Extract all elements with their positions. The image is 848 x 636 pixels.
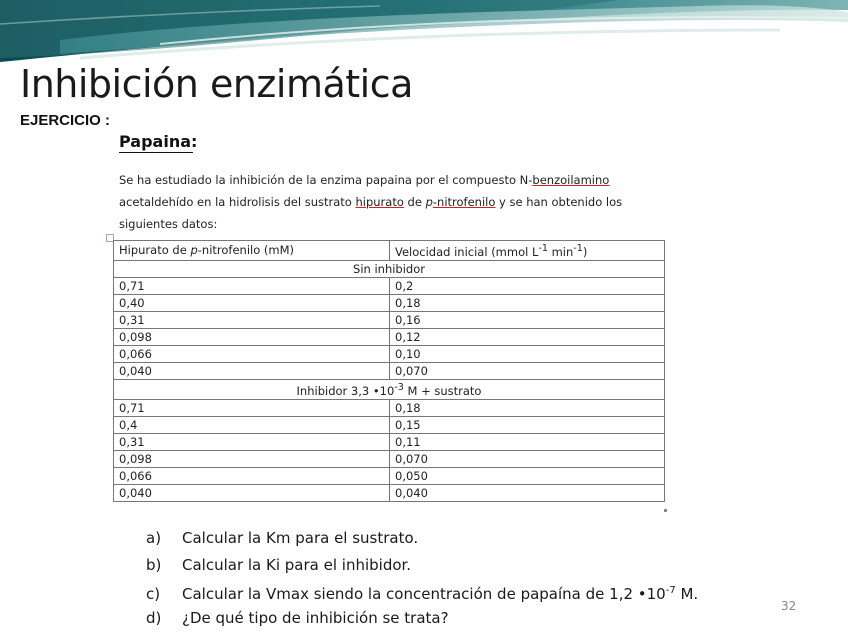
item-letter: d)	[146, 608, 162, 627]
cell-substrate: 0,040	[114, 362, 390, 379]
cell-substrate: 0,066	[114, 345, 390, 362]
table-row	[114, 433, 665, 450]
cell-substrate: 0,71	[114, 399, 390, 416]
item-letter: c)	[146, 585, 161, 603]
item-letter: b)	[146, 555, 162, 574]
group-header-no-inhibitor	[114, 260, 665, 277]
group-label: Inhibidor 3,3 $•10^{-3}$ M + sustrato	[114, 379, 665, 399]
data-table	[113, 240, 665, 502]
list-item	[140, 554, 698, 581]
table-row	[114, 345, 665, 362]
item-text: ¿De qué tipo de inhibición se trata?	[182, 608, 449, 627]
header-banner	[0, 0, 848, 70]
cell-velocity: 0,12	[390, 328, 665, 345]
cell-velocity: 0,070	[390, 450, 665, 467]
exercise-subtitle: Papaina:	[119, 132, 198, 151]
slide-title: Inhibición enzimática	[20, 62, 413, 106]
group-label: Sin inhibidor	[114, 260, 665, 277]
cell-velocity: 0,2	[390, 277, 665, 294]
page-number: 32	[781, 599, 797, 613]
table-resize-handle[interactable]	[664, 509, 667, 512]
table-row	[114, 484, 665, 501]
table-row	[114, 311, 665, 328]
item-text: Calcular la Ki para el inhibidor.	[182, 555, 412, 574]
table-row	[114, 328, 665, 345]
list-item	[140, 527, 698, 554]
header-velocity: Velocidad inicial (mmol $L^{-1}$ $\min^{-1}$)	[390, 241, 665, 261]
table-row	[114, 416, 665, 433]
table-row	[114, 450, 665, 467]
cell-velocity: 0,050	[390, 467, 665, 484]
cell-substrate: 0,098	[114, 328, 390, 345]
table-row	[114, 362, 665, 379]
item-text: Calcular la Km para el sustrato.	[182, 529, 419, 547]
cell-substrate: 0,31	[114, 433, 390, 450]
cell-substrate: 0,40	[114, 294, 390, 311]
cell-substrate: 0,066	[114, 467, 390, 484]
cell-substrate: 0,040	[114, 484, 390, 501]
section-label: EJERCICIO :	[20, 112, 111, 129]
group-header-inhibitor	[114, 379, 665, 399]
cell-velocity: 0,070	[390, 362, 665, 379]
cell-substrate: 0,098	[114, 450, 390, 467]
exercise-intro	[119, 169, 639, 235]
cell-velocity: 0,040	[390, 484, 665, 501]
intro-line-1: Se ha estudiado la inhibición de la enzima papaina por el compuesto N-benzoilamino	[119, 173, 610, 187]
table-row	[114, 467, 665, 484]
table-header-row	[114, 241, 665, 261]
cell-velocity: 0,18	[390, 294, 665, 311]
table-row	[114, 294, 665, 311]
list-item	[140, 607, 698, 634]
cell-velocity: 0,11	[390, 433, 665, 450]
header-substrate: Hipurato de p-nitrofenilo (mM)	[114, 241, 390, 261]
intro-line-2: acetaldehído en la hidrolisis del sustrato hipurato de p-nitrofenilo y se han obtenido los	[119, 195, 623, 209]
cell-velocity: 0,10	[390, 345, 665, 362]
table-row	[114, 399, 665, 416]
subtitle-underline	[119, 152, 193, 153]
question-list	[140, 527, 698, 633]
cell-substrate: 0,71	[114, 277, 390, 294]
cell-velocity: 0,16	[390, 311, 665, 328]
item-text: Calcular la Vmax siendo la concentración de papaína de 1,2 $•10^{-7}$ M.	[182, 585, 699, 603]
cell-velocity: 0,15	[390, 416, 665, 433]
intro-line-3: siguientes datos:	[119, 217, 218, 231]
cell-substrate: 0,4	[114, 416, 390, 433]
list-item	[140, 580, 698, 607]
cell-substrate: 0,31	[114, 311, 390, 328]
table-row	[114, 277, 665, 294]
item-letter: a)	[146, 529, 162, 547]
cell-velocity: 0,18	[390, 399, 665, 416]
